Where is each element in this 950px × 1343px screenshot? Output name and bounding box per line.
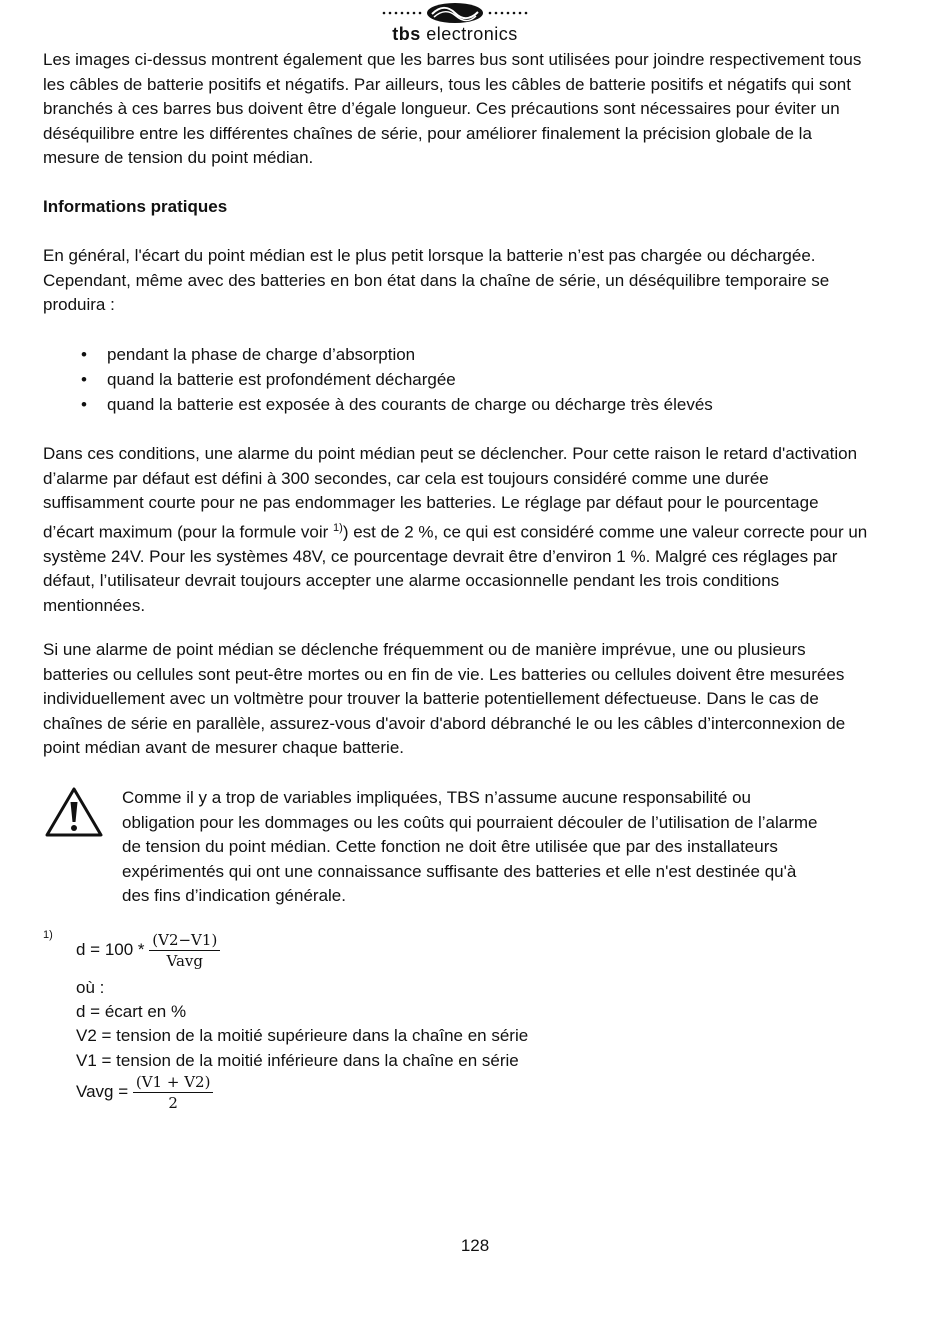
footnote-reference[interactable]: 1) bbox=[333, 521, 343, 534]
deviation-formula: d = 100 * $\frac{(V2-V1)}{\text{Vavg}}$ bbox=[76, 930, 220, 971]
formula-fraction: $\frac{(V1 + V2)}{2}$ bbox=[133, 1072, 214, 1113]
section-heading: Informations pratiques bbox=[43, 197, 228, 216]
bullet-icon: • bbox=[81, 395, 87, 414]
warning-text: Comme il y a trop de variables impliquées, TBS n’assume aucune responsabilité ou obligation pour les dommages ou les coûts qui pourraient découler de l’utilisation de l’alarme de tension du point médian. Cette fonction ne doit être utilisée que par des installateurs expérimentés qui ont une connaissance suffisante des batteries et elle n'est destinée qu'à des fins d’indication générale. bbox=[122, 788, 818, 905]
paragraph-text: Dans ces conditions, une alarme du point médian peut se déclencher. Pour cette raison le retard d'activation d’alarme par défaut est défini à 300 secondes, car cela est toujours considéré comme une durée suffisamment courte pour ne pas endommager les batteries. Le réglage par défaut pour le pourcentage d’écart maximum (pour la formule voir $^{1)}$) est de 2 %, ce qui est considéré comme une valeur correcte pour un système 24V. Pour les systèmes 48V, ce pourcentage devrait être d’environ 1 %. Malgré ces réglages par défaut, l’utilisateur devrait toujours accepter une alarme occasionnelle pendant les trois conditions mentionnées. bbox=[43, 444, 868, 615]
tbs-logo bbox=[380, 2, 530, 46]
logo-text: tbs electronics bbox=[392, 24, 518, 44]
practical-paragraph bbox=[43, 244, 873, 318]
paragraph-text: Les images ci-dessus montrent également que les barres bus sont utilisées pour joindre respectivement tous les câbles de batterie positifs et négatifs. Par ailleurs, tous les câbles de batterie positifs et négatifs qui sont branchés à ces barres bus doivent être d’égale longueur. Ces précautions sont nécessaires pour éviter un déséquilibre entre les différentes chaînes de série, pour améliorer finalement la précision globale de la mesure de tension du point médian. bbox=[43, 50, 862, 167]
definition-d: d = écart en % bbox=[76, 1002, 187, 1021]
list-item: • quand la batterie est exposée à des courants de charge ou décharge très élevés bbox=[43, 392, 873, 417]
footnote-where: où : bbox=[76, 978, 105, 997]
bullet-icon: • bbox=[81, 370, 87, 389]
paragraph-text: En général, l'écart du point médian est le plus petit lorsque la batterie n’est pas chargée ou déchargée. Cependant, même avec des batteries en bon état dans la chaîne de série, un déséquilibre temporaire se produira : bbox=[43, 246, 830, 314]
vavg-formula: Vavg = $\frac{(V1 + V2)}{2}$ bbox=[76, 1072, 213, 1113]
conditions-list bbox=[43, 342, 873, 417]
page-number: 128 bbox=[460, 1236, 490, 1255]
bullet-icon: • bbox=[81, 345, 87, 364]
list-item: • quand la batterie est profondément déchargée bbox=[43, 367, 873, 392]
paragraph-text: Si une alarme de point médian se déclenche fréquemment ou de manière imprévue, une ou plusieurs batteries ou cellules sont peut-être mortes ou en fin de vie. Les batteries ou cellules doivent être mesurées individuellement avec un voltmètre pour trouver la batterie potentiellement défectueuse. Dans le cas de chaînes de série en parallèle, assurez-vous d'avoir d'abord débranché le ou les câbles d’interconnexion de point médian avant de mesurer chaque batterie. bbox=[43, 640, 846, 757]
formula-fraction: $\frac{(V2-V1)}{\text{Vavg}}$ bbox=[149, 930, 220, 971]
alarm-paragraph bbox=[43, 442, 873, 618]
warning-triangle-icon bbox=[44, 786, 104, 838]
intro-paragraph bbox=[43, 48, 873, 171]
logo-wave-icon bbox=[380, 2, 530, 24]
definition-v1: V1 = tension de la moitié inférieure dans la chaîne en série bbox=[76, 1051, 519, 1070]
footnote-mark: 1) bbox=[43, 929, 53, 941]
fault-paragraph bbox=[43, 638, 873, 761]
list-item: • pendant la phase de charge d’absorption bbox=[43, 342, 873, 367]
definition-v2: V2 = tension de la moitié supérieure dans la chaîne en série bbox=[76, 1026, 529, 1045]
